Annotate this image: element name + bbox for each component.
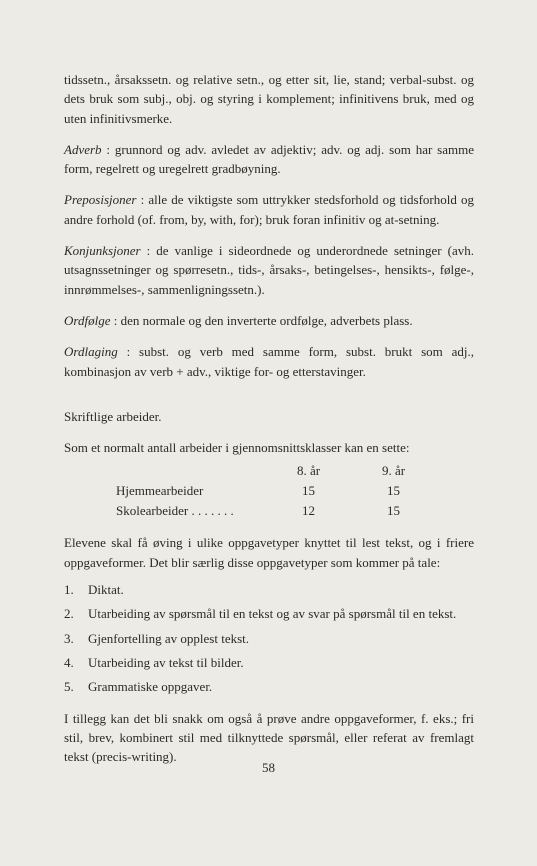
list-item-number: 5. bbox=[64, 679, 74, 695]
row-label: Skolearbeider . . . . . . . bbox=[116, 503, 234, 519]
list-item-text: Diktat. bbox=[88, 582, 124, 598]
table-cell: 12 bbox=[302, 503, 315, 519]
word-formation-description: : subst. og verb med samme form, subst. brukt som adj., kombinasjon av verb + adv., viktige for- og etterstavinger. bbox=[64, 344, 475, 379]
assignment-count-table bbox=[116, 461, 436, 521]
word-order-description: : den normale og den inverterte ordfølge, adverbets plass. bbox=[113, 312, 413, 328]
adverb-description: : grunnord og adv. avledet av adjektiv; adv. og adj. som har samme form, regelrett og uregelrett gradbøyning. bbox=[64, 141, 475, 177]
conjunctions-description: : de vanlige i sideordnede og underordnede setninger (avh. utsagnssetninger og spørresetn., tids-, årsaks-, betingelses-, hensikts-, følge-, innrømmelses-, sammenligningssetn.). bbox=[64, 243, 474, 297]
column-header-year-9: 9. år bbox=[381, 463, 406, 479]
list-item-text: Utarbeiding av tekst til bilder. bbox=[88, 654, 244, 670]
table-row bbox=[116, 501, 436, 521]
list-item bbox=[64, 580, 474, 599]
list-item-number: 4. bbox=[64, 654, 74, 670]
paragraph-normal-count: Som et normalt antall arbeider i gjennomsnittsklasser kan en sette: bbox=[64, 440, 410, 456]
table-header-row bbox=[116, 461, 436, 481]
term-word-order: Ordfølge bbox=[64, 312, 111, 328]
section-heading: Skriftlige arbeider. bbox=[64, 408, 162, 424]
list-item bbox=[64, 604, 474, 623]
list-item-number: 3. bbox=[64, 630, 74, 646]
paragraph-intro: tidssetn., årsakssetn. og relative setn., og etter sit, lie, stand; verbal-subst. og dets bruk som subj., obj. og styring i komplement; infinitivens bruk, med og uten infinitivsmerke. bbox=[64, 72, 474, 126]
column-header-year-8: 8. år bbox=[296, 463, 321, 479]
term-adverb: Adverb bbox=[64, 141, 102, 157]
table-cell: 15 bbox=[387, 503, 400, 519]
list-item bbox=[64, 629, 474, 648]
prepositions-description: : alle de viktigste som uttrykker stedsforhold og tidsforhold og andre forhold (of. from, by, with, for); bruk foran infinitiv og at-setning. bbox=[64, 192, 475, 227]
paragraph-tasks-intro: Elevene skal få øving i ulike oppgavetyper knyttet til lest tekst, og i friere oppgaveformer. Det blir særlig disse oppgavetyper som kommer på tale: bbox=[64, 535, 474, 570]
body-text bbox=[64, 70, 474, 766]
page-number: 58 bbox=[262, 760, 275, 775]
table-cell: 15 bbox=[387, 483, 400, 499]
list-item-text: Gjenfortelling av opplest tekst. bbox=[88, 630, 250, 646]
list-item-text: Grammatiske oppgaver. bbox=[88, 679, 213, 695]
table-cell: 15 bbox=[302, 483, 315, 499]
term-word-formation: Ordlaging bbox=[64, 344, 118, 360]
list-item bbox=[64, 677, 474, 696]
task-list bbox=[64, 580, 474, 696]
list-item bbox=[64, 653, 474, 672]
list-item-number: 2. bbox=[64, 606, 74, 622]
table-row bbox=[116, 481, 436, 501]
paragraph-adverb bbox=[64, 140, 474, 179]
term-conjunctions: Konjunksjoner bbox=[64, 243, 141, 259]
term-prepositions: Preposisjoner bbox=[64, 192, 137, 208]
paragraph-word-order bbox=[64, 311, 474, 330]
paragraph-conjunctions bbox=[64, 241, 474, 299]
list-item-text: Utarbeiding av spørsmål til en tekst og av svar på spørsmål til en tekst. bbox=[88, 606, 457, 622]
paragraph-closing: I tillegg kan det bli snakk om også å prøve andre oppgaveformer, f. eks.; fri stil, brev, kombinert stil med tilknyttede spørsmål, eller referat av fremlagt tekst (precis-writing). bbox=[64, 710, 474, 765]
paragraph-word-formation bbox=[64, 342, 474, 381]
row-label: Hjemmearbeider bbox=[116, 483, 204, 499]
list-item-number: 1. bbox=[64, 582, 74, 598]
paragraph-prepositions bbox=[64, 190, 474, 229]
